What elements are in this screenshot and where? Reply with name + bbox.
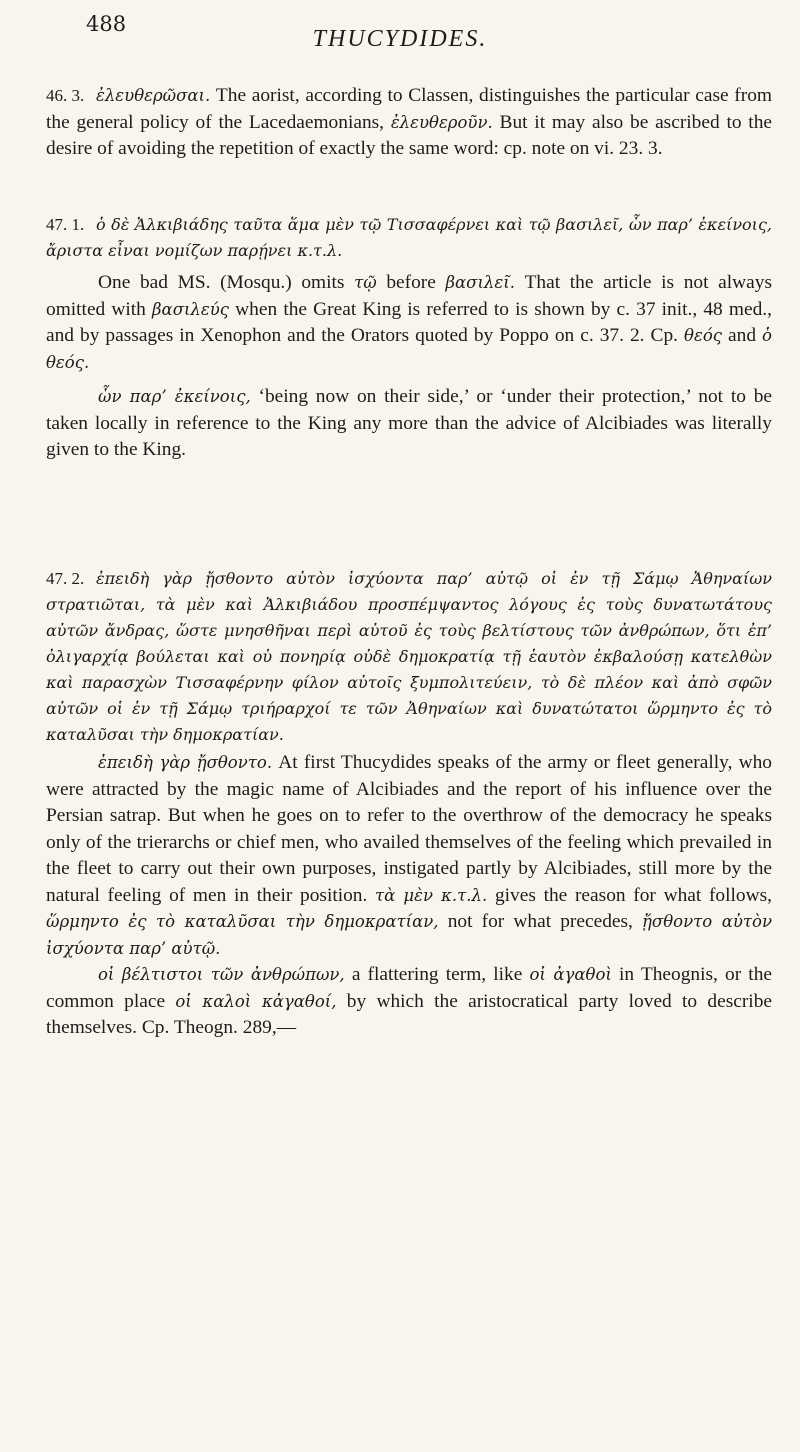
lemma: ἐλευθερῶσαι. (96, 86, 211, 105)
note-text: in Theognis, or the common place (46, 964, 772, 1012)
greek-term: ᾔσθοντο αὐτὸν ἰσχύοντα παρ’ αὐτῷ. (46, 912, 772, 958)
greek-term: ἐλευθεροῦν. (390, 112, 493, 132)
note-text: before (376, 272, 446, 293)
greek-term: ὥρμηντο ἐς τὸ καταλῦσαι τὴν δημοκρατίαν, (46, 912, 439, 931)
greek-term: τὰ μὲν κ.τ.λ. (375, 885, 488, 905)
note-47-1 (46, 212, 772, 464)
note-47-2 (46, 566, 772, 1042)
note-ref: 46. 3. (46, 86, 85, 105)
greek-quote: ὁ δὲ Ἀλκιβιάδης ταῦτα ἅμα μὲν τῷ Τισσαφέρνει καὶ τῷ βασιλεῖ, ὧν παρ’ ἐκείνοις, ἄριστα εἶναι νομίζων παρῄνει κ.τ.λ. (46, 215, 772, 260)
greek-term: οἱ ἀγαθοὶ (529, 965, 612, 984)
note-text: But it may also be ascribed to the desire of avoiding the repetition of exactly the same word: cp. note on vi. 23. 3. (46, 111, 772, 159)
note-text: a flattering term, like (344, 964, 530, 985)
note-text: One bad MS. (Mosqu.) omits (98, 272, 355, 293)
note-ref: 47. 2. (46, 569, 85, 588)
note-text: gives the reason for what follows, (487, 884, 772, 906)
greek-term: ἐπειδὴ γὰρ ᾔσθοντο. (98, 753, 273, 772)
note-text: That the article is not always omitted with (46, 272, 772, 320)
note-text: ‘being now on their side,’ or ‘under their protection,’ not to be taken locally in reference to the King any more than the advice of Alcibiades was literally given to the King. (46, 386, 773, 460)
greek-term: βασιλεῖ. (445, 273, 515, 292)
note-text: not for what precedes, (438, 911, 643, 932)
greek-term: θεός (684, 326, 723, 345)
note-text: The aorist, according to Classen, distinguishes the particular case from the general policy of the Lacedaemonians, (46, 85, 772, 133)
page-number: 488 (86, 12, 127, 36)
note-text: when the Great King is referred to is shown by c. 37 init., 48 med., and by passages in Xenophon and the Orators quoted by Poppo on c. 37. 2. Cp. (46, 298, 772, 346)
note-ref: 47. 1. (46, 215, 85, 234)
greek-term: βασιλεύς (152, 299, 230, 319)
greek-term: τῷ (354, 273, 377, 292)
greek-term: ὁ θεός. (46, 326, 772, 372)
running-head: THUCYDIDES. (312, 26, 488, 52)
note-text: At first Thucydides speaks of the army or fleet generally, who were attracted by the magic name of Alcibiades and the report of his influence over the Persian satrap. But when he goes on to refer to the overthrow of the democracy he speaks only of the trierarchs or chief men, who availed themselves of the feeling which prevailed in the fleet to carry out their own purposes, instigated partly by Alcibiades, still more by the natural feeling of men in their position. (46, 752, 772, 906)
note-46-3 (46, 83, 772, 163)
note-text: by which the aristocratical party loved to describe themselves. Cp. Theogn. 289,— (46, 990, 772, 1038)
greek-quote: ἐπειδὴ γὰρ ᾔσθοντο αὐτὸν ἰσχύοντα παρ’ αὐτῷ οἱ ἐν τῇ Σάμῳ Ἀθηναίων στρατιῶται, τὰ μὲν καὶ Ἀλκιβιάδου προσπέμψαντος λόγους ἐς τοὺς δυνατωτάτους αὐτῶν ἄνδρας, ὥστε μνησθῆναι περὶ αὐτοῦ ἐς τοὺς βελτίστους τῶν ἀνθρώπων, ὅτι ἐπ’ ὀλιγαρχίᾳ βούλεται καὶ οὐ πονηρίᾳ οὐδὲ δημοκρατίᾳ τῇ ἑαυτὸν ἐκβαλούσῃ κατελθὼν καὶ παρασχὼν Τισσαφέρνην φίλον αὐτοῖς ξυμπολιτεύειν, τὸ δὲ πλέον καὶ ἀπὸ σφῶν αὐτῶν οἱ ἐν τῇ Σάμῳ τριήραρχοί τε τῶν Ἀθηναίων καὶ δυνατώτατοι ὥρμηντο ἐς τὸ καταλῦσαι τὴν δημοκρατίαν. (46, 569, 772, 744)
note-text: and (722, 325, 763, 346)
greek-term: οἱ βέλτιστοι τῶν ἀνθρώπων, (98, 965, 345, 984)
greek-term: οἱ καλοὶ κἀγαθοί, (175, 991, 337, 1011)
greek-term: ὧν παρ’ ἐκείνοις, (98, 387, 251, 406)
